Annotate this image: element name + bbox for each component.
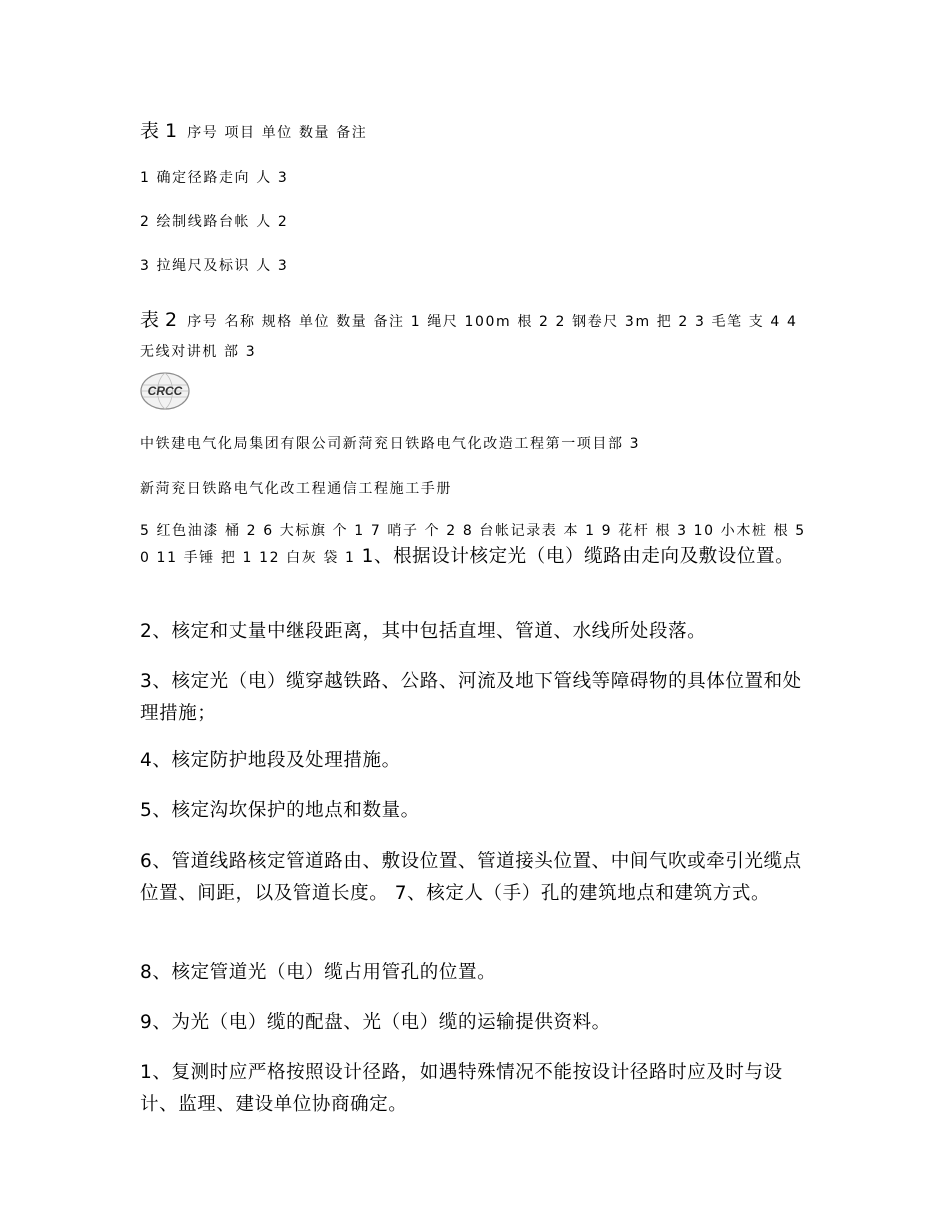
- table1-label: 表 1: [140, 120, 178, 142]
- crcc-logo-icon: [139, 371, 191, 411]
- table2-line: [140, 305, 810, 367]
- paragraph-5: 5、核定沟坎保护的地点和数量。: [140, 800, 420, 821]
- table1-header: 序号 项目 单位 数量 备注: [187, 125, 368, 141]
- paragraph-9: 9、为光（电）缆的配盘、光（电）缆的运输提供资料。: [140, 1012, 611, 1033]
- manual-title: 新菏兖日铁路电气化改工程通信工程施工手册: [140, 481, 452, 497]
- paragraph-6: 6、管道线路核定管道路由、敷设位置、管道接头位置、中间气吹或牵引光缆点位置、间距，以及管道长度。 7、核定人（手）孔的建筑地点和建筑方式。: [140, 851, 802, 904]
- paragraph-8: 8、核定管道光（电）缆占用管孔的位置。: [140, 962, 497, 983]
- table1-header-line: [140, 121, 810, 143]
- table2-content: 序号 名称 规格 单位 数量 备注 1 绳尺 100m 根 2 2 钢卷尺 3m 把 2 3 毛笔 支 4 4 无线对讲机 部 3: [140, 314, 798, 360]
- paragraph-3: 3、核定光（电）缆穿越铁路、公路、河流及地下管线等障碍物的具体位置和处理措施；: [140, 671, 802, 724]
- company-header: 中铁建电气化局集团有限公司新菏兖日铁路电气化改造工程第一项目部 3: [140, 436, 641, 452]
- table2-continued-small: 5 红色油漆 桶 2 6 大标旗 个 1 7 哨子 个 2 8 台帐记录表 本 1 9 花杆 根 3 10 小木桩 根 50 11 手锤 把 1 12 白灰 袋 1: [140, 523, 806, 566]
- paragraph-10: 1、复测时应严格按照设计径路，如遇特殊情况不能按设计径路时应及时与设计、监理、建设单位协商确定。: [140, 1062, 783, 1115]
- table1-row-2: 2 绘制线路台帐 人 2: [140, 214, 289, 230]
- paragraph-1: 1、根据设计核定光（电）缆路由走向及敷设位置。: [361, 546, 795, 567]
- table1-row-1: 1 确定径路走向 人 3: [140, 170, 289, 186]
- paragraph-4: 4、核定防护地段及处理措施。: [140, 750, 401, 771]
- table1-row-3: 3 拉绳尺及标识 人 3: [140, 258, 289, 274]
- paragraph-2: 2、核定和丈量中继段距离，其中包括直埋、管道、水线所处段落。: [140, 621, 707, 642]
- logo-text: CRCC: [147, 384, 183, 398]
- table2-label: 表 2: [140, 309, 178, 331]
- table2-continued: [140, 518, 810, 571]
